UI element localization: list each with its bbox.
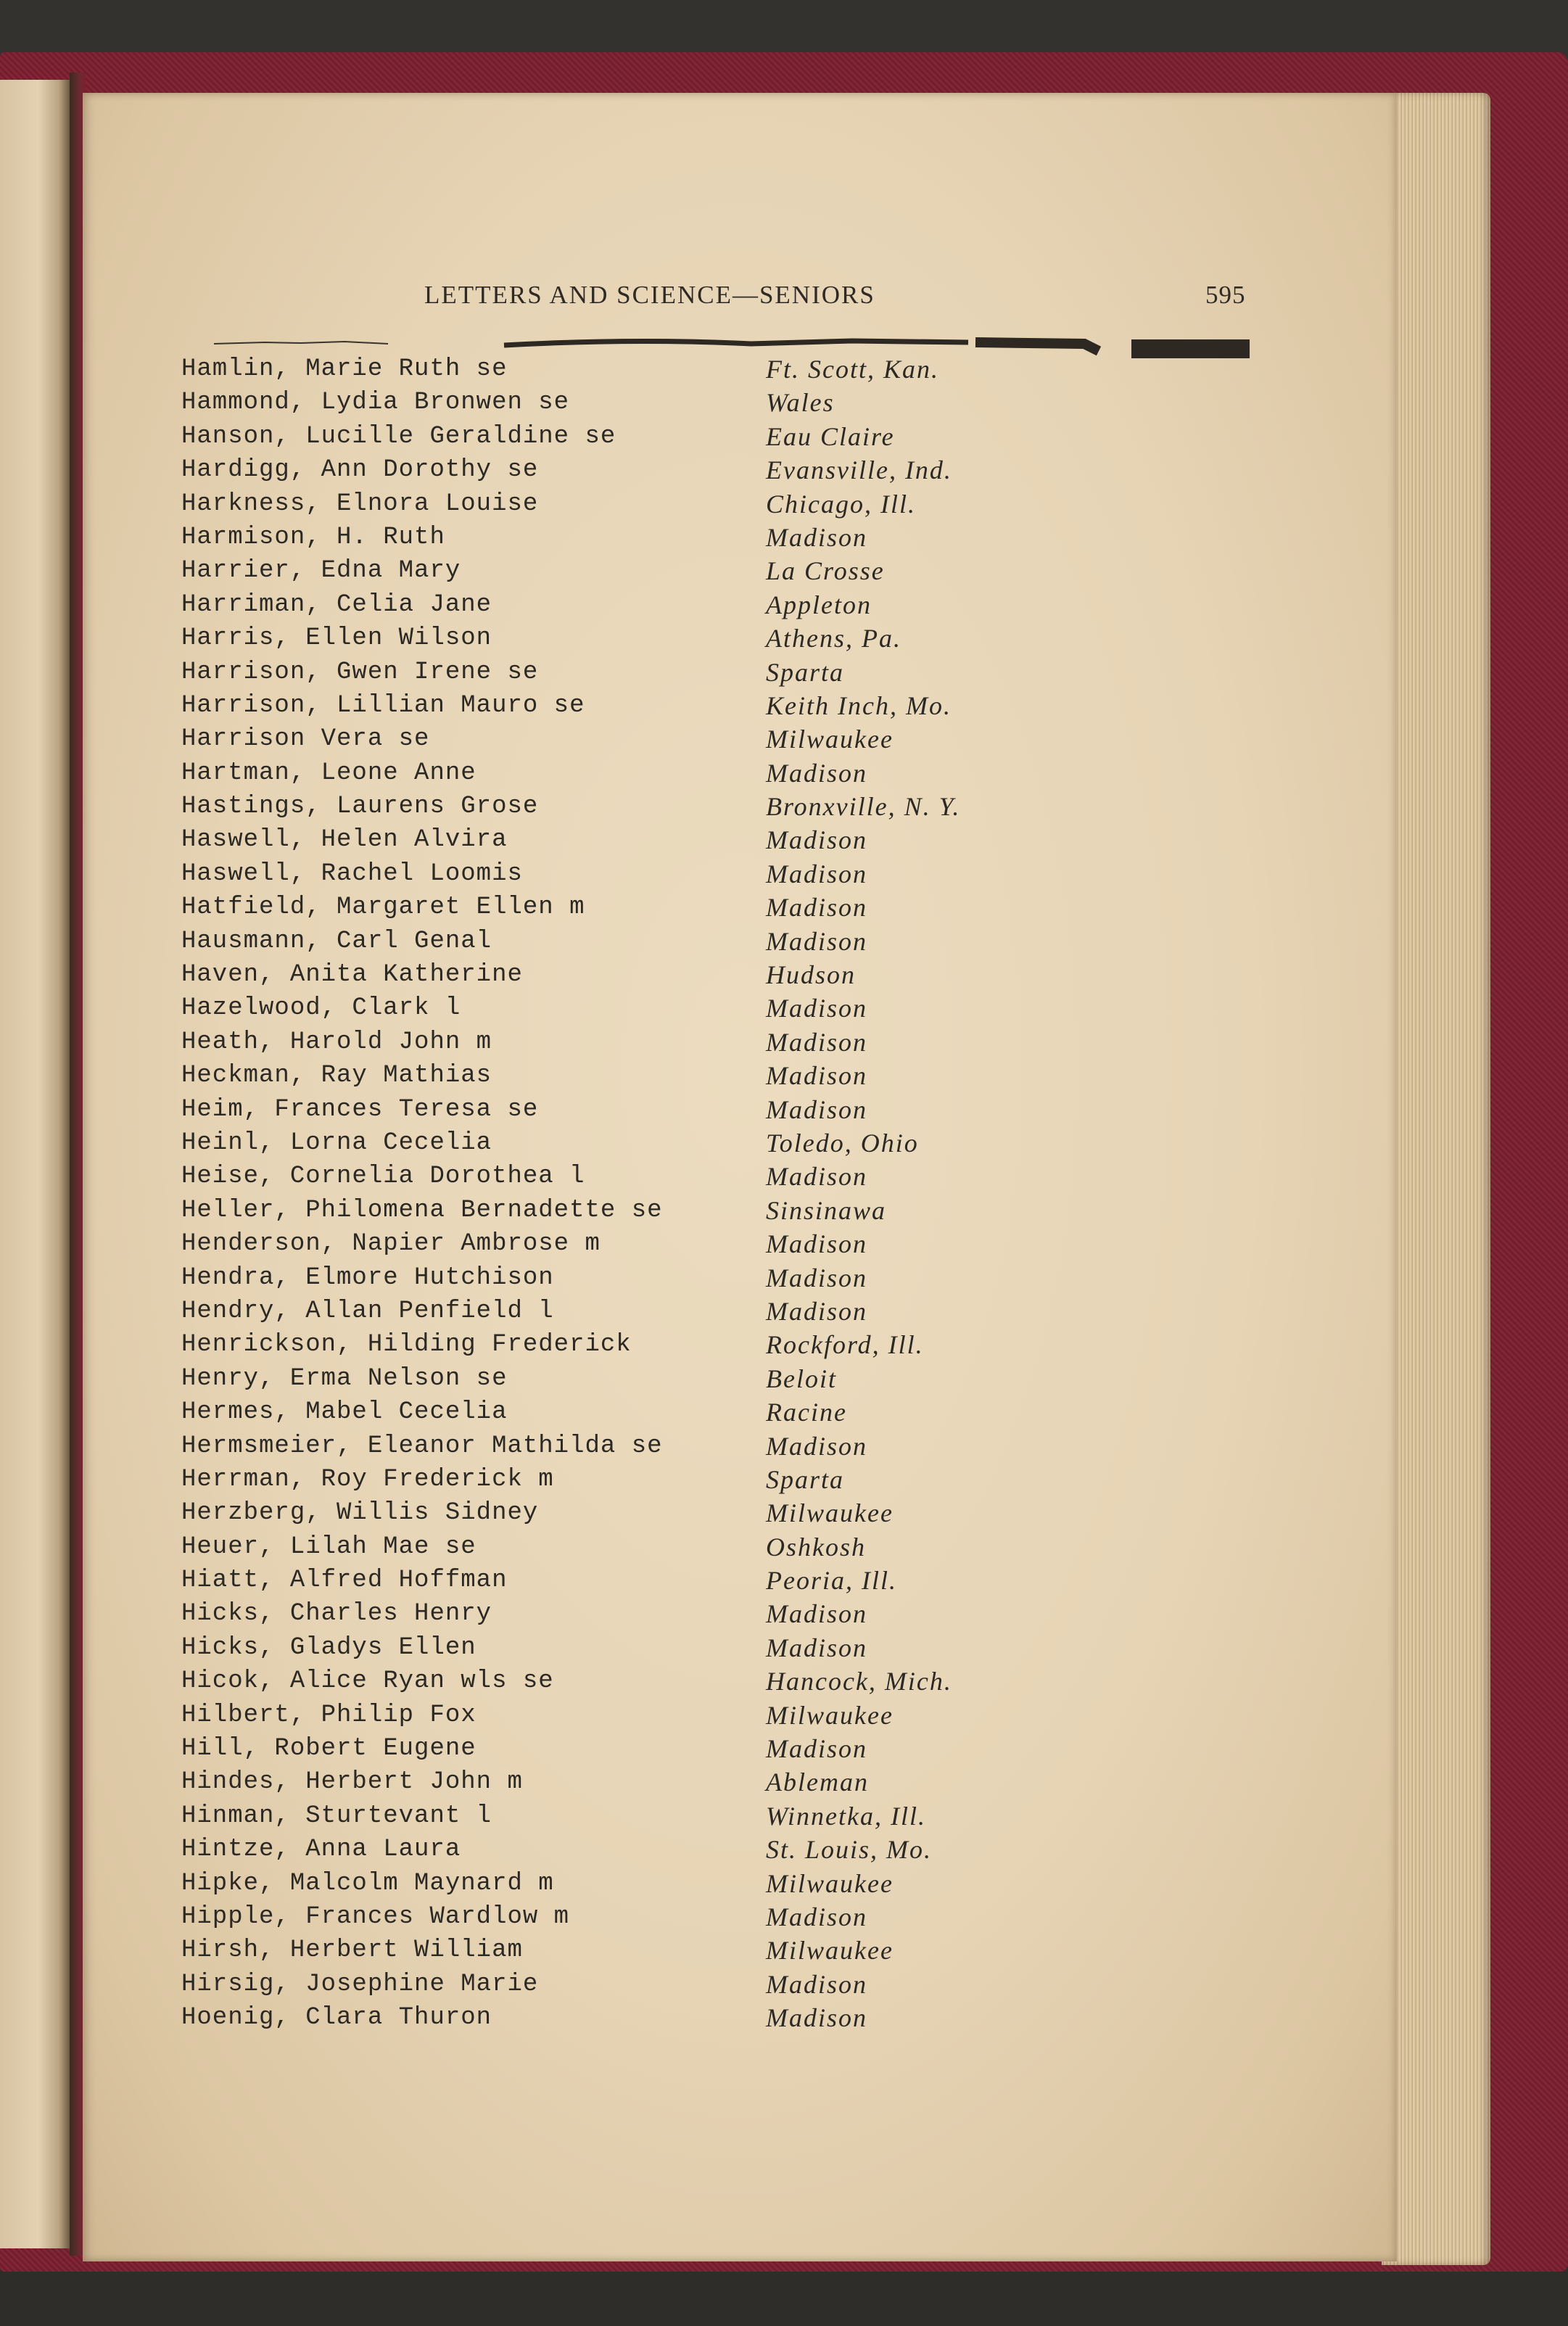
list-item <box>181 1430 1342 1463</box>
student-name: Harrison, Lillian Mauro se <box>181 691 585 719</box>
hometown: Madison <box>766 758 867 788</box>
student-name: Herrman, Roy Frederick m <box>181 1465 554 1493</box>
student-name: Hipple, Frances Wardlow m <box>181 1902 570 1931</box>
student-name: Heinl, Lorna Cecelia <box>181 1129 492 1157</box>
list-item <box>181 857 1342 891</box>
hometown: Appleton <box>766 590 872 619</box>
list-item <box>181 521 1342 554</box>
student-name: Hoenig, Clara Thuron <box>181 2004 492 2032</box>
student-name: Hicks, Charles Henry <box>181 1600 492 1628</box>
student-name: Herzberg, Willis Sidney <box>181 1499 539 1527</box>
hometown: Sparta <box>766 657 845 687</box>
list-item <box>181 958 1342 991</box>
hometown: Chicago, Ill. <box>766 489 916 519</box>
hometown: Beloit <box>766 1364 837 1393</box>
list-item <box>181 1194 1342 1227</box>
student-name: Harris, Ellen Wilson <box>181 624 492 653</box>
student-name: Heim, Frances Teresa se <box>181 1095 539 1123</box>
hometown: Ableman <box>766 1768 869 1797</box>
hometown: Keith Inch, Mo. <box>766 690 952 720</box>
page-number: 595 <box>1205 281 1246 309</box>
student-name: Hill, Robert Eugene <box>181 1735 476 1763</box>
hometown: Sinsinawa <box>766 1195 887 1225</box>
page-edges <box>1382 93 1490 2265</box>
hometown: Madison <box>766 994 867 1023</box>
hometown: Madison <box>766 1431 867 1461</box>
hometown: Madison <box>766 2003 867 2033</box>
hometown: Madison <box>766 522 867 552</box>
hometown: Madison <box>766 859 867 888</box>
list-item <box>181 1665 1342 1698</box>
hometown: Milwaukee <box>766 725 894 754</box>
list-item <box>181 756 1342 790</box>
student-name: Hermsmeier, Eleanor Mathilda se <box>181 1432 663 1460</box>
list-item <box>181 1867 1342 1900</box>
list-item <box>181 1059 1342 1092</box>
hometown: Bronxville, N. Y. <box>766 792 961 822</box>
list-item <box>181 554 1342 587</box>
list-item <box>181 1328 1342 1361</box>
student-name: Hirsig, Josephine Marie <box>181 1970 539 1998</box>
list-item <box>181 925 1342 958</box>
hometown: Evansville, Ind. <box>766 455 952 485</box>
list-item <box>181 1362 1342 1395</box>
hometown: Winnetka, Ill. <box>766 1801 926 1831</box>
student-name: Harrier, Edna Mary <box>181 557 461 585</box>
list-item <box>181 656 1342 689</box>
hometown: St. Louis, Mo. <box>766 1835 933 1865</box>
hometown: Madison <box>766 1734 867 1764</box>
list-item <box>181 1564 1342 1597</box>
student-name: Heise, Cornelia Dorothea l <box>181 1163 585 1191</box>
list-item <box>181 891 1342 924</box>
hometown: Madison <box>766 1599 867 1629</box>
student-name: Hiatt, Alfred Hoffman <box>181 1567 508 1595</box>
hometown: Peoria, Ill. <box>766 1566 897 1596</box>
list-item <box>181 689 1342 722</box>
student-name: Hartman, Leone Anne <box>181 759 476 787</box>
hometown: Racine <box>766 1398 847 1427</box>
list-item <box>181 1732 1342 1765</box>
student-name: Henrickson, Hilding Frederick <box>181 1331 632 1359</box>
student-name: Hintze, Anna Laura <box>181 1836 461 1864</box>
hometown: Rockford, Ill. <box>766 1330 924 1360</box>
list-item <box>181 1126 1342 1160</box>
list-item <box>181 420 1342 453</box>
hometown: Hudson <box>766 960 857 990</box>
student-name: Haswell, Rachel Loomis <box>181 859 523 888</box>
student-name: Hausmann, Carl Genal <box>181 927 492 955</box>
student-name: Heckman, Ray Mathias <box>181 1062 492 1090</box>
student-name: Henderson, Napier Ambrose m <box>181 1230 601 1258</box>
student-name: Hatfield, Margaret Ellen m <box>181 894 585 922</box>
hometown: Milwaukee <box>766 1700 894 1730</box>
list-item <box>181 1160 1342 1193</box>
hometown: Madison <box>766 1902 867 1931</box>
student-name: Hardigg, Ann Dorothy se <box>181 456 539 484</box>
student-name: Hipke, Malcolm Maynard m <box>181 1869 554 1897</box>
list-item <box>181 1900 1342 1934</box>
student-name: Hicok, Alice Ryan wls se <box>181 1667 554 1696</box>
hometown: Sparta <box>766 1464 845 1494</box>
list-item <box>181 1496 1342 1530</box>
list-item <box>181 386 1342 419</box>
hometown: Wales <box>766 388 835 418</box>
student-name: Harkness, Elnora Louise <box>181 490 539 518</box>
hometown: Madison <box>766 1969 867 1999</box>
student-name: Haswell, Helen Alvira <box>181 826 508 854</box>
list-item <box>181 1463 1342 1496</box>
list-item <box>181 1395 1342 1429</box>
hometown: Eau Claire <box>766 421 895 451</box>
student-name: Hendry, Allan Penfield l <box>181 1297 554 1325</box>
student-name: Harriman, Celia Jane <box>181 590 492 619</box>
student-name: Hindes, Herbert John m <box>181 1768 523 1797</box>
left-facing-page <box>0 80 70 2248</box>
hometown: Madison <box>766 1162 867 1192</box>
hometown: La Crosse <box>766 556 885 586</box>
hometown: Madison <box>766 825 867 855</box>
hometown: Madison <box>766 1061 867 1091</box>
student-name: Haven, Anita Katherine <box>181 961 523 989</box>
running-head: LETTERS AND SCIENCE—SENIORS <box>424 281 875 309</box>
list-item <box>181 352 1342 386</box>
student-name: Hendra, Elmore Hutchison <box>181 1263 554 1292</box>
list-item <box>181 1799 1342 1833</box>
student-name: Harmison, H. Ruth <box>181 523 445 551</box>
student-name: Hazelwood, Clark l <box>181 994 461 1023</box>
list-item <box>181 622 1342 655</box>
list-item <box>181 722 1342 756</box>
list-item <box>181 1631 1342 1665</box>
student-name: Harrison, Gwen Irene se <box>181 658 539 686</box>
hometown: Oshkosh <box>766 1532 866 1562</box>
list-item <box>181 1699 1342 1732</box>
list-item <box>181 1934 1342 1967</box>
student-name: Hermes, Mabel Cecelia <box>181 1398 508 1427</box>
list-item <box>181 588 1342 622</box>
student-name: Hinman, Sturtevant l <box>181 1802 492 1830</box>
list-item <box>181 991 1342 1025</box>
hometown: Madison <box>766 1094 867 1124</box>
list-item <box>181 1093 1342 1126</box>
list-item <box>181 1833 1342 1866</box>
list-item <box>181 1530 1342 1564</box>
student-name: Heath, Harold John m <box>181 1028 492 1056</box>
student-name: Heller, Philomena Bernadette se <box>181 1196 663 1224</box>
hometown: Ft. Scott, Kan. <box>766 355 939 384</box>
student-name: Hastings, Laurens Grose <box>181 793 539 821</box>
hometown: Madison <box>766 1263 867 1292</box>
list-item <box>181 1968 1342 2001</box>
hometown: Madison <box>766 1027 867 1057</box>
hometown: Milwaukee <box>766 1936 894 1966</box>
list-item <box>181 823 1342 857</box>
list-item <box>181 790 1342 823</box>
list-item <box>181 2001 1342 2034</box>
list-item <box>181 1227 1342 1261</box>
hometown: Madison <box>766 1229 867 1259</box>
student-name: Heuer, Lilah Mae se <box>181 1533 476 1561</box>
hometown: Athens, Pa. <box>766 624 901 653</box>
student-name: Harrison Vera se <box>181 725 430 754</box>
list-item <box>181 1261 1342 1295</box>
hometown: Madison <box>766 1296 867 1326</box>
list-item <box>181 1597 1342 1630</box>
student-name: Hilbert, Philip Fox <box>181 1701 476 1729</box>
student-name: Hirsh, Herbert William <box>181 1937 523 1965</box>
list-item <box>181 1765 1342 1799</box>
hometown: Hancock, Mich. <box>766 1667 952 1696</box>
senior-list <box>181 352 1342 2035</box>
list-item <box>181 1026 1342 1059</box>
student-name: Hamlin, Marie Ruth se <box>181 355 508 383</box>
hometown: Milwaukee <box>766 1868 894 1898</box>
list-item <box>181 487 1342 521</box>
list-item <box>181 453 1342 487</box>
student-name: Henry, Erma Nelson se <box>181 1364 508 1393</box>
hometown: Madison <box>766 893 867 923</box>
hometown: Toledo, Ohio <box>766 1128 919 1158</box>
hometown: Madison <box>766 926 867 956</box>
student-name: Hanson, Lucille Geraldine se <box>181 422 616 450</box>
hometown: Madison <box>766 1633 867 1662</box>
student-name: Hicks, Gladys Ellen <box>181 1633 476 1662</box>
list-item <box>181 1295 1342 1328</box>
hometown: Milwaukee <box>766 1498 894 1528</box>
student-name: Hammond, Lydia Bronwen se <box>181 389 570 417</box>
